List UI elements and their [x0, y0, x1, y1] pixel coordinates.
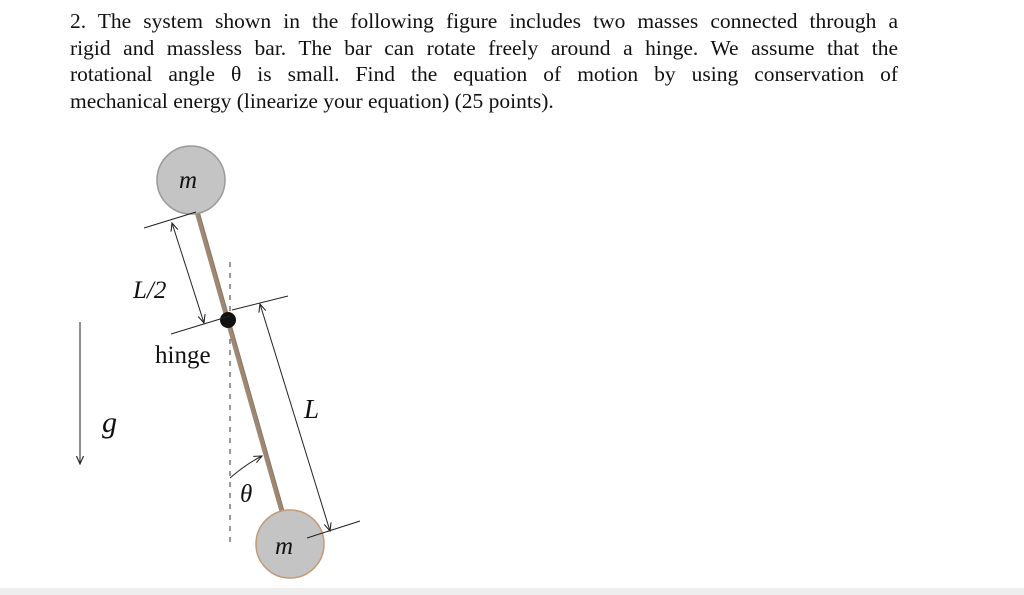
angle-label: θ [240, 481, 253, 508]
bottom-mass-label: m [274, 533, 294, 560]
half-length-extension-bottom [171, 316, 230, 334]
length-extension-top [232, 296, 288, 310]
bottom-edge-strip [0, 588, 1024, 595]
hinge-point [220, 312, 236, 328]
gravity-label: g [102, 406, 117, 439]
hinge-label: hinge [155, 342, 211, 369]
half-length-label: L/2 [133, 277, 167, 304]
angle-arc [230, 456, 262, 478]
top-mass-label: m [178, 167, 198, 194]
problem-line-3: rotational angle θ is small. Find the equation of motion by using conservation of [70, 62, 898, 86]
rigid-bar-shade [198, 208, 287, 522]
problem-line-2: rigid and massless bar. The bar can rotate freely around a hinge. We assume that the [70, 35, 898, 60]
half-length-extension-top [144, 212, 196, 228]
length-dimension-arrow [260, 304, 330, 531]
problem-line-4: mechanical energy (linearize your equation) (25 points). [70, 88, 554, 113]
half-length-dimension-arrow [172, 223, 204, 323]
length-label: L [304, 394, 320, 424]
problem-line-1: 2. The system shown in the following figure includes two masses connected through a [70, 9, 898, 33]
